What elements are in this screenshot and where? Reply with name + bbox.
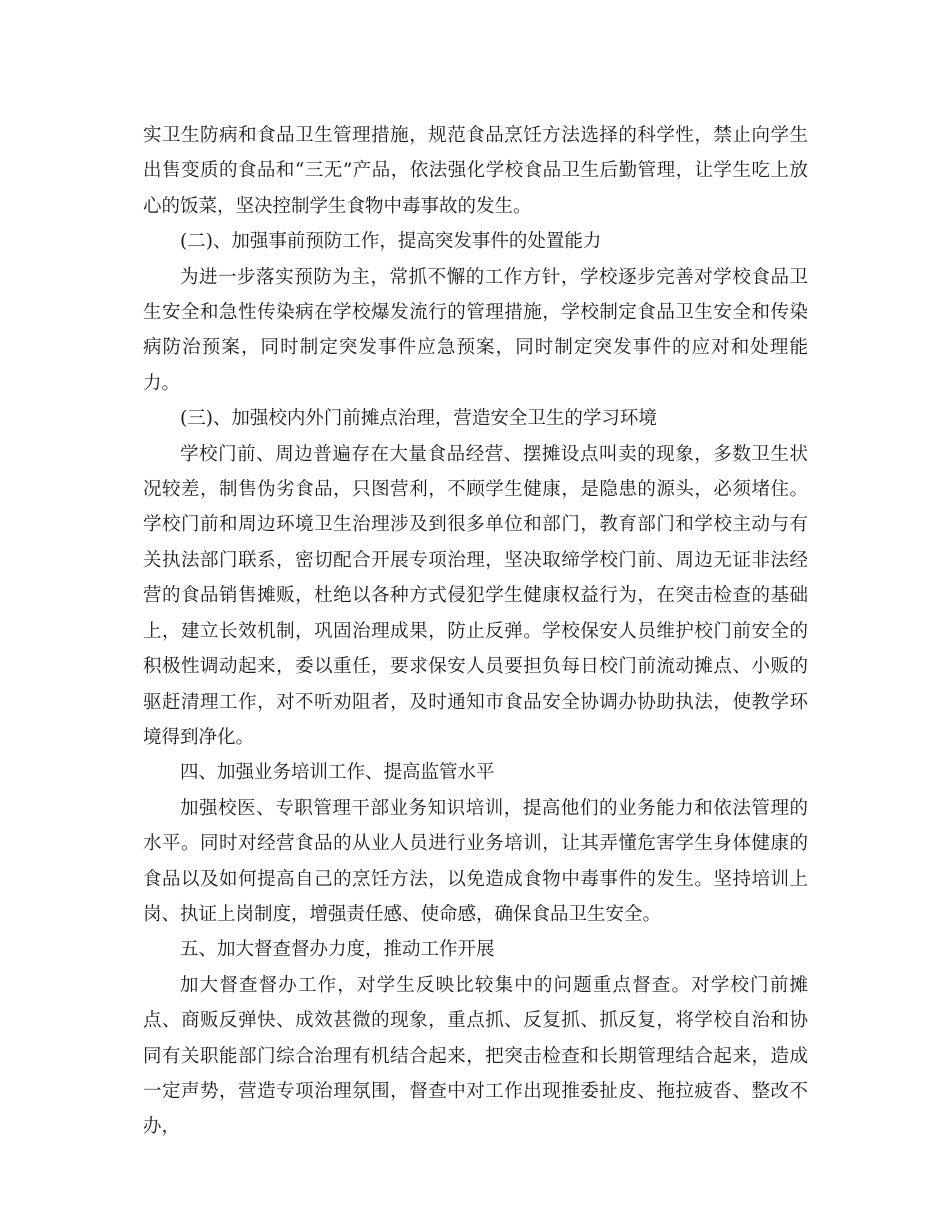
paragraph: 为进一步落实预防为主，常抓不懈的工作方针，学校逐步完善对学校食品卫生安全和急性传染病在学校爆发流行的管理措施，学校制定食品卫生安全和传染病防治预案，同时制定突发事件应急预案，同时制定突发事件的应对和处理能力。 [143, 266, 808, 394]
section-heading-4: 四、加强业务培训工作、提高监管水平 [180, 762, 495, 784]
document-body [143, 118, 808, 1145]
paragraph: 加强校医、专职管理干部业务知识培训，提高他们的业务能力和依法管理的水平。同时对经营食品的从业人员进行业务培训，让其弄懂危害学生身体健康的食品以及如何提高自己的烹饪方法，以免造成食物中毒事件的发生。坚持培训上岗、执证上岗制度，增强责任感、使命感，确保食品卫生安全。 [143, 797, 808, 925]
section-heading-5: 五、加大督查督办力度，推动工作开展 [180, 939, 495, 961]
paragraph-continued: 实卫生防病和食品卫生管理措施，规范食品烹饪方法选择的科学性，禁止向学生出售变质的食品和“三无”产品，依法强化学校食品卫生后勤管理，让学生吃上放心的饭菜，坚决控制学生食物中毒事故的发生。 [143, 125, 808, 217]
section-heading-3: (三)、加强校内外门前摊点治理，营造安全卫生的学习环境 [180, 408, 657, 430]
section-heading-2: (二)、加强事前预防工作，提高突发事件的处置能力 [180, 231, 602, 253]
paragraph: 加大督查督办工作，对学生反映比较集中的问题重点督查。对学校门前摊点、商贩反弹快、成效甚微的现象，重点抓、反复抓、抓反复，将学校自治和协同有关职能部门综合治理有机结合起来，把突击检查和长期管理结合起来，造成一定声势，营造专项治理氛围，督查中对工作出现推委扯皮、拖拉疲沓、整改不办， [143, 974, 808, 1138]
paragraph: 学校门前、周边普遍存在大量食品经营、摆摊设点叫卖的现象，多数卫生状况较差，制售伪劣食品，只图营利，不顾学生健康，是隐患的源头，必须堵住。学校门前和周边环境卫生治理涉及到很多单位和部门，教育部门和学校主动与有关执法部门联系，密切配合开展专项治理，坚决取缔学校门前、周边无证非法经营的食品销售摊贩，杜绝以各种方式侵犯学生健康权益行为，在突击检查的基础上，建立长效机制，巩固治理成果，防止反弹。学校保安人员维护校门前安全的积极性调动起来，委以重任，要求保安人员要担负每日校门前流动摊点、小贩的驱赶清理工作，对不听劝阻者，及时通知市食品安全协调办协助执法，使教学环境得到净化。 [143, 443, 808, 748]
